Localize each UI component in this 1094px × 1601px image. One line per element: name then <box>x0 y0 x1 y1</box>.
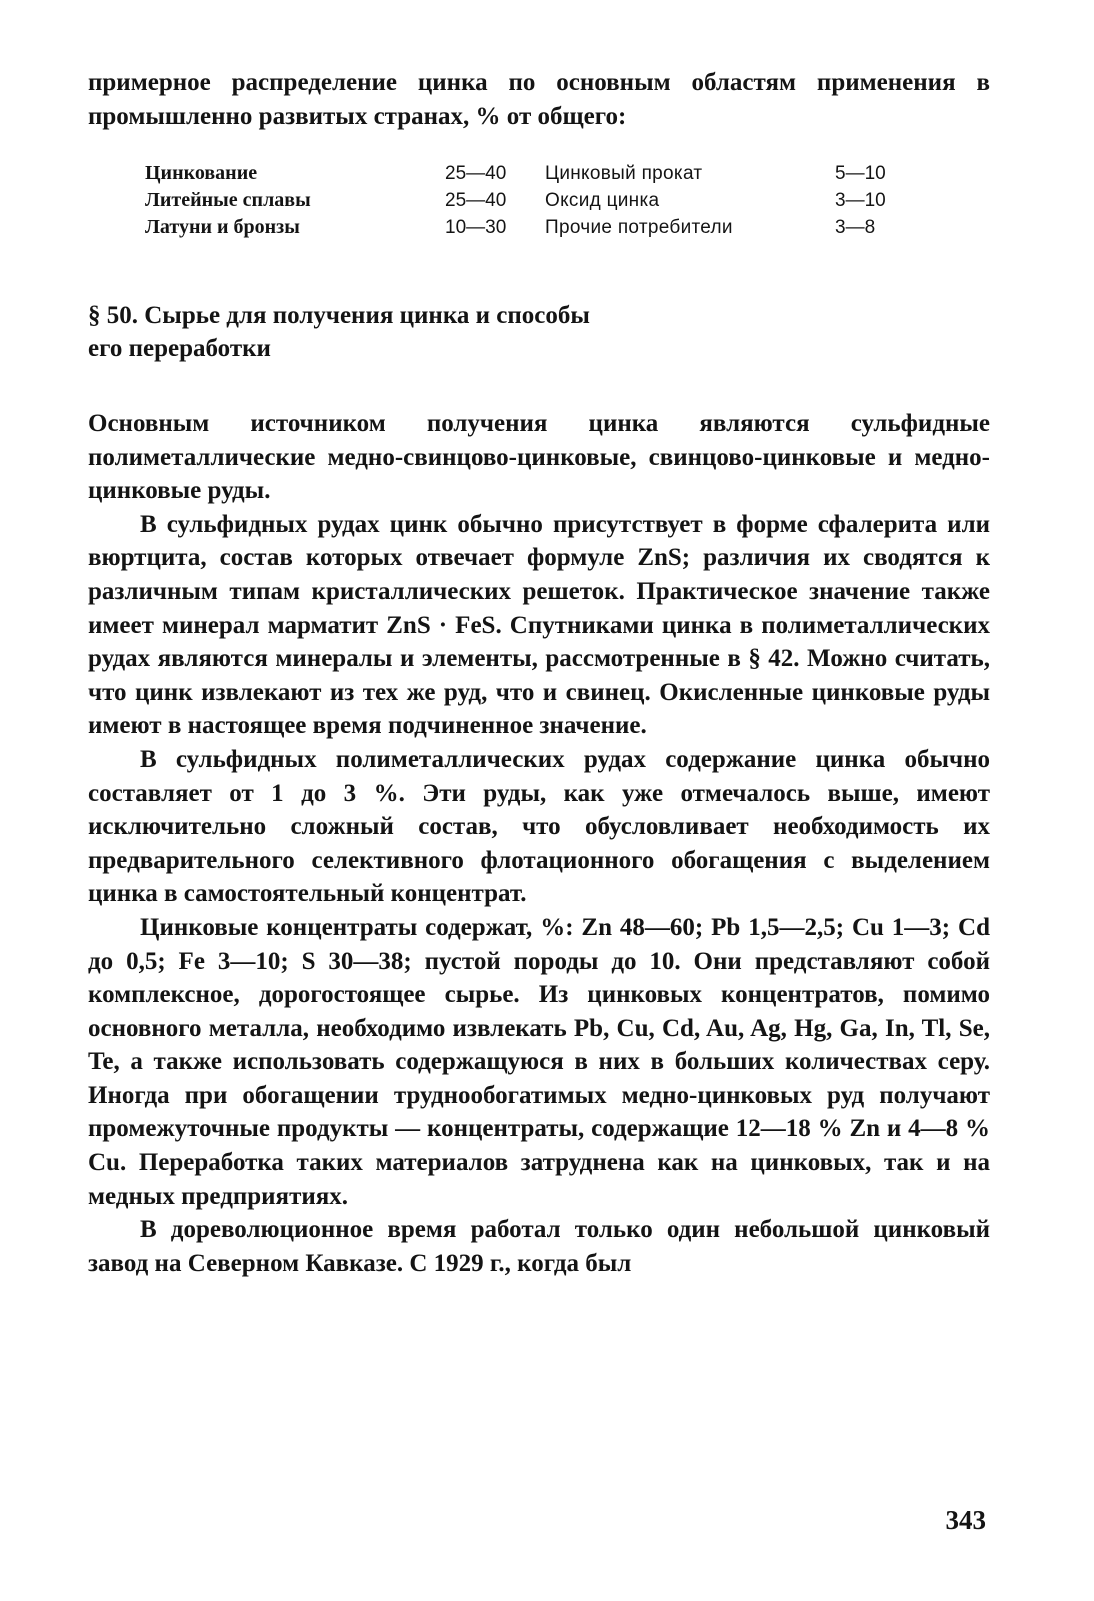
dist-label: Латуни и бронзы <box>145 216 300 238</box>
dist-value: 3—10 <box>835 190 886 211</box>
distribution-table <box>145 160 990 241</box>
dist-value: 3—8 <box>835 217 876 238</box>
paragraph: В сульфидных полиметаллических рудах содержание цинка обычно составляет от 1 до 3 %. Эти руды, как уже отмечалось выше, имеют исключительно сложный состав, что обусловливает необходимость их предварительного селективного флотационного обогащения с выделением цинка в самостоятельный концентрат. <box>88 745 990 908</box>
paragraph: Основным источником получения цинка являются сульфидные полиметаллические медно-свинцово-цинковые, свинцово-цинковые и медно-цинковые руды. <box>88 410 990 505</box>
dist-label: Оксид цинка <box>545 190 660 211</box>
dist-label: Цинкование <box>145 162 258 184</box>
section-heading-line: его переработки <box>88 335 271 362</box>
paragraph: Цинковые концентраты содержат, %: Zn 48—60; Pb 1,5—2,5; Cu 1—3; Cd до 0,5; Fe 3—10; S 30—38; пустой породы до 10. Они представляют собой комплексное, дорогостоящее сырье. Из цинковых концентратов, помимо основного металла, необходимо извлекать Pb, Cu, Cd, Au, Ag, Hg, Ga, In, Tl, Se, Te, а также использовать содержащуюся в них в больших количествах серу. Иногда при обогащении труднообогатимых медно-цинковых руд получают промежуточные продукты — концентраты, содержащие 12—18 % Zn и 4—8 % Cu. Переработка таких материалов затруднена как на цинковых, так и на медных предприятиях. <box>88 913 990 1210</box>
dist-value: 10—30 <box>445 217 507 238</box>
dist-value: 25—40 <box>445 190 507 211</box>
dist-value: 25—40 <box>445 163 507 184</box>
intro-text: примерное распределение цинка по основным областям применения в промышленно развитых странах, % от общего: <box>88 69 990 130</box>
paragraph: В дореволюционное время работал только один небольшой цинковый завод на Северном Кавказе. С 1929 г., когда был <box>88 1216 990 1277</box>
dist-label: Литейные сплавы <box>145 189 311 211</box>
dist-value: 5—10 <box>835 163 886 184</box>
page-content <box>88 66 990 1280</box>
paragraph: В сульфидных рудах цинк обычно присутствует в форме сфалерита или вюртцита, состав которых отвечает формуле ZnS; различия их сводятся к различным типам кристаллических решеток. Практическое значение также имеет минерал марматит ZnS · FeS. Спутниками цинка в полиметаллических рудах являются минералы и элементы, рассмотренные в § 42. Можно считать, что цинк извлекают из тех же руд, что и свинец. Окисленные цинковые руды имеют в настоящее время подчиненное значение. <box>88 510 990 740</box>
section-heading <box>88 299 990 365</box>
body-text <box>88 407 990 1280</box>
dist-label: Прочие потребители <box>545 217 733 238</box>
section-heading-line: § 50. Сырье для получения цинка и способы <box>88 302 590 329</box>
dist-label: Цинковый прокат <box>545 163 703 184</box>
page-number: 343 <box>945 1505 986 1535</box>
